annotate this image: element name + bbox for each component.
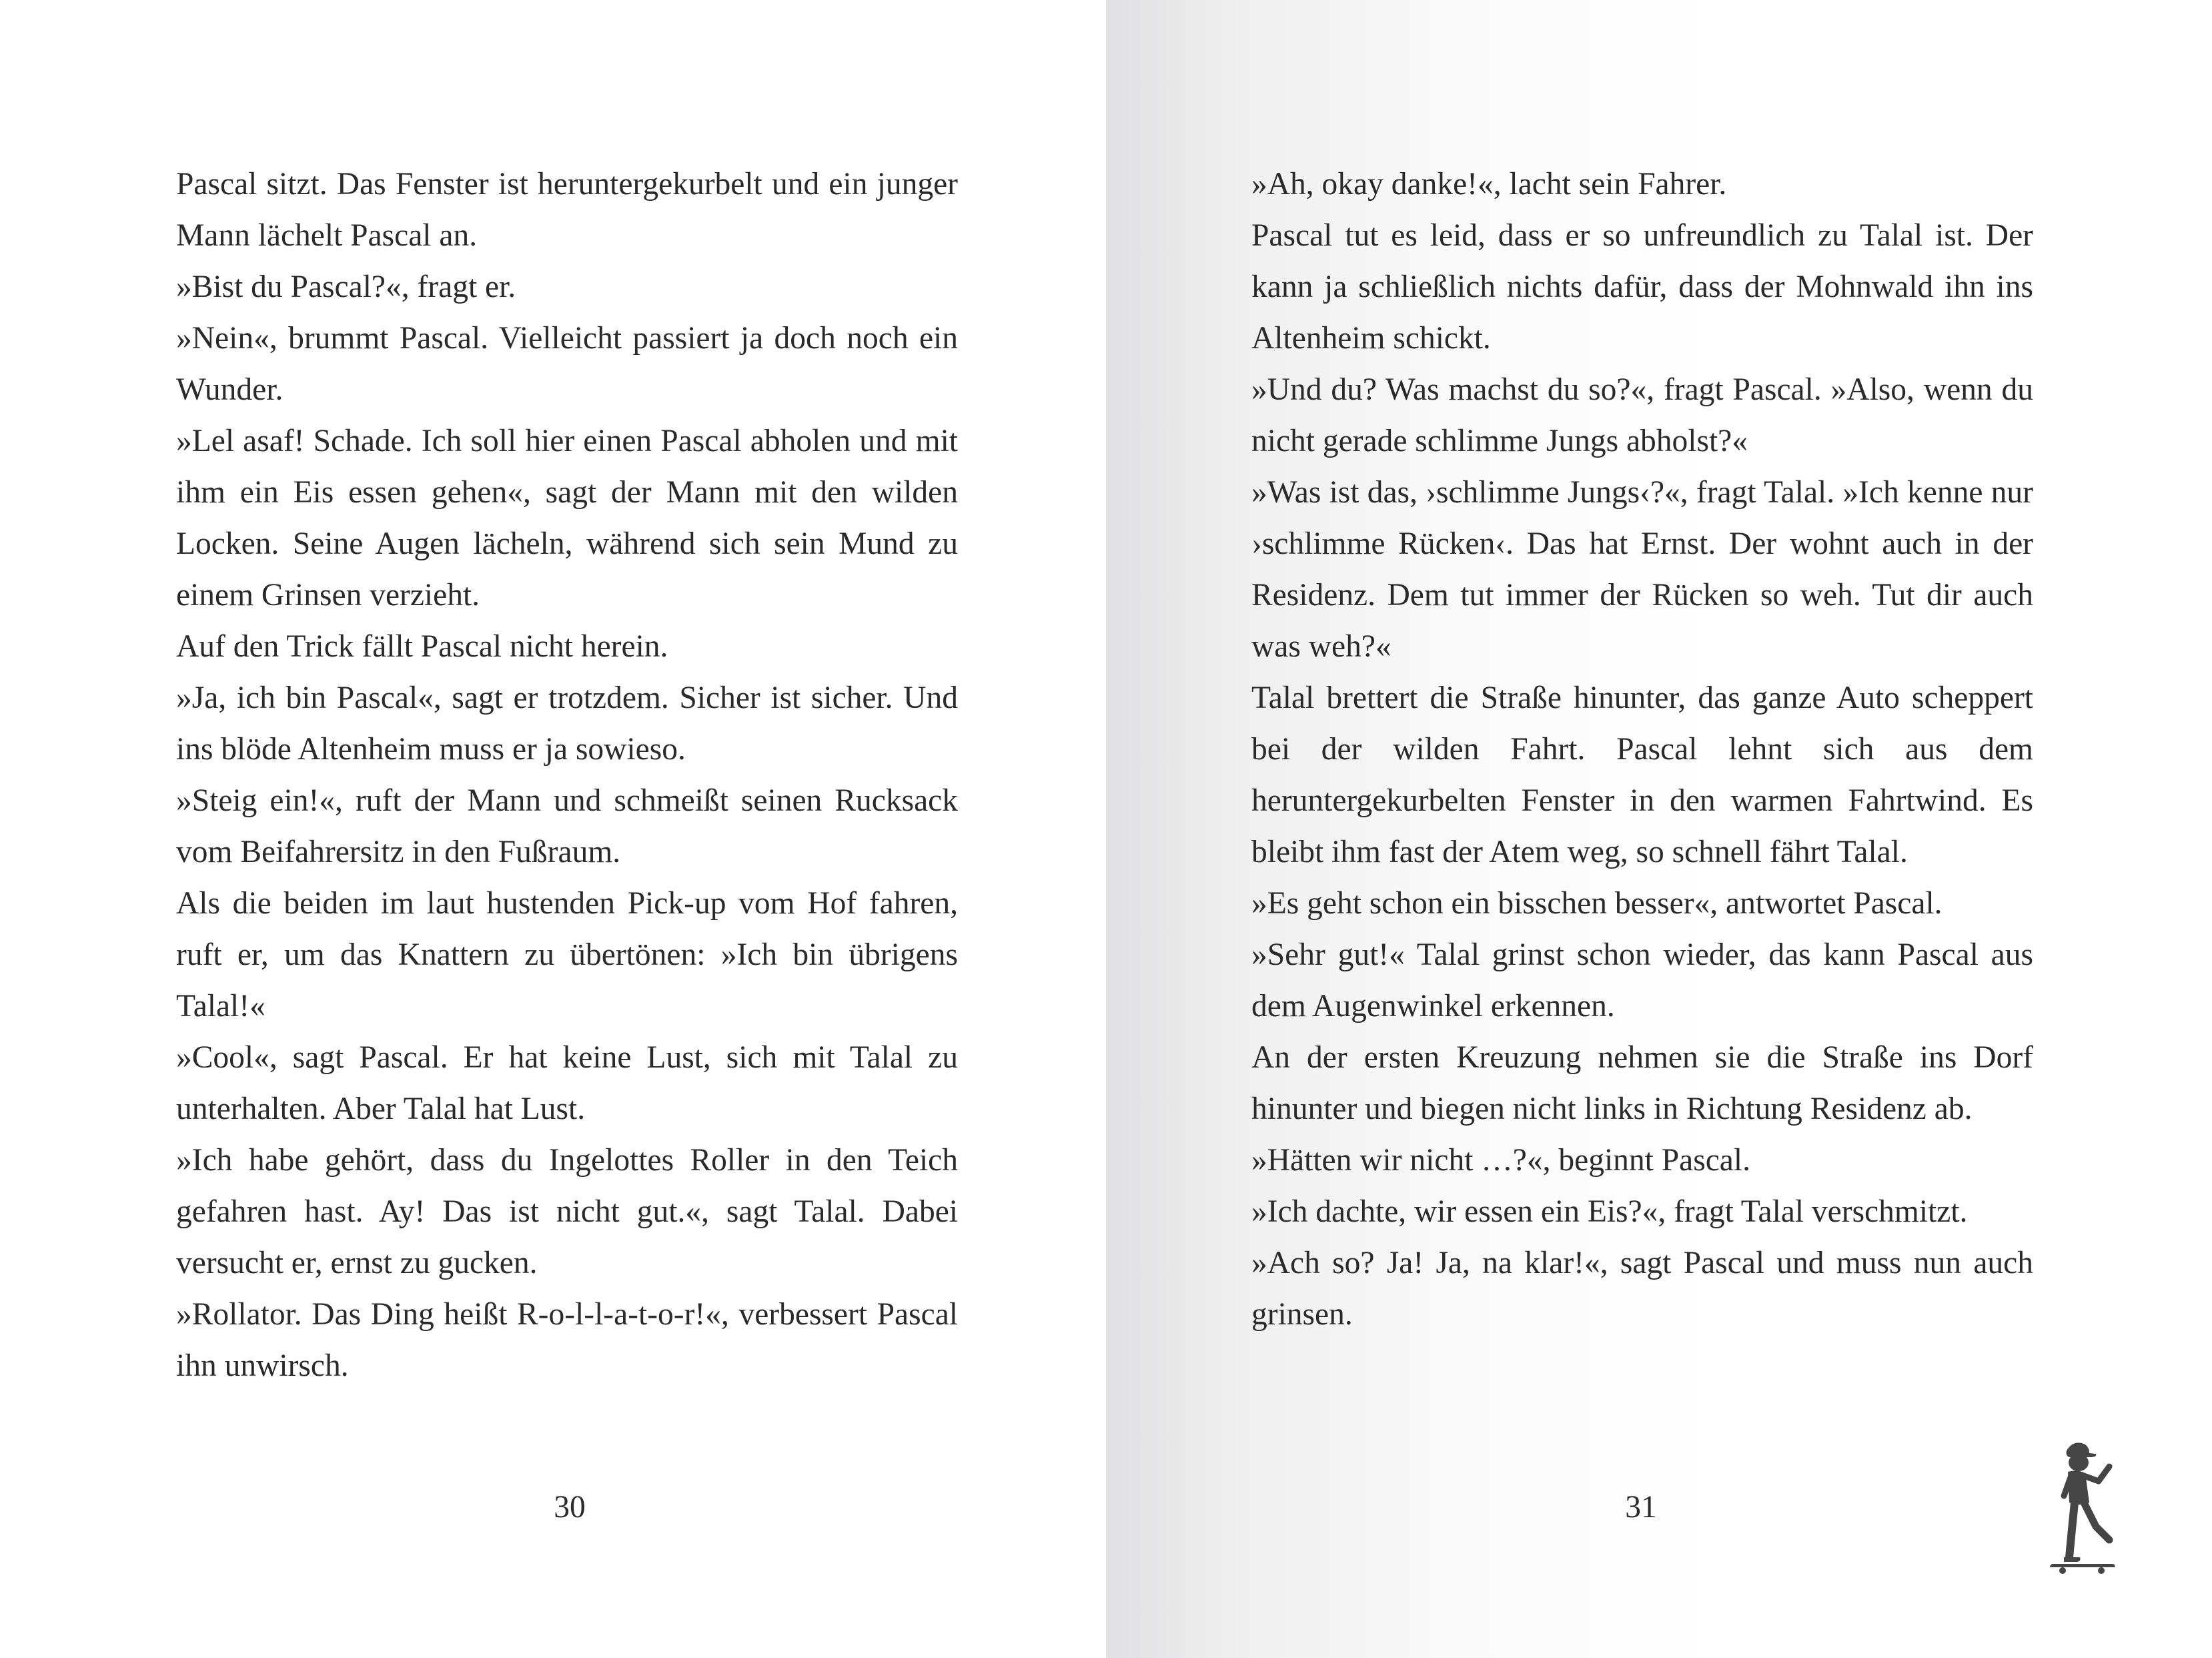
paragraph: Auf den Trick fällt Pascal nicht herein. xyxy=(176,629,668,664)
paragraph: »Cool«, sagt Pascal. Er hat keine Lust, sich mit Talal zu unterhalten. Aber Talal hat Lust. xyxy=(176,1040,958,1126)
paragraph: »Nein«, brummt Pascal. Vielleicht passiert ja doch noch ein Wunder. xyxy=(176,321,958,407)
paragraph: »Hätten wir nicht …?«, beginnt Pascal. xyxy=(1251,1143,1750,1178)
paragraph: »Sehr gut!« Talal grinst schon wieder, das kann Pascal aus dem Augenwinkel erkennen. xyxy=(1251,937,2033,1023)
paragraph: Pascal sitzt. Das Fenster ist heruntergekurbelt und ein junger Mann lächelt Pascal an. xyxy=(176,167,958,253)
paragraph: »Lel asaf! Schade. Ich soll hier einen Pascal abholen und mit ihm ein Eis essen gehen«, sagt der Mann mit den wilden Locken. Seine Augen lächeln, während sich sein Mund zu einem Grinsen verzieht. xyxy=(176,424,958,612)
paragraph: An der ersten Kreuzung nehmen sie die Straße ins Dorf hinunter und biegen nicht links in Richtung Residenz ab. xyxy=(1251,1040,2033,1126)
paragraph: »Was ist das, ›schlimme Jungs‹?«, fragt Talal. »Ich kenne nur ›schlimme Rücken‹. Das hat Ernst. Der wohnt auch in der Residenz. Dem tut immer der Rücken so weh. Tut dir auch was weh?« xyxy=(1251,475,2033,664)
page-number-left: 30 xyxy=(554,1490,586,1525)
paragraph: »Es geht schon ein bisschen besser«, antwortet Pascal. xyxy=(1251,886,1943,921)
right-page-text xyxy=(1251,159,2033,1340)
paragraph: »Ich habe gehört, dass du Ingelottes Roller in den Teich gefahren hast. Ay! Das ist nicht gut.«, sagt Talal. Dabei versucht er, ernst zu gucken. xyxy=(176,1143,958,1280)
paragraph: »Ja, ich bin Pascal«, sagt er trotzdem. Sicher ist sicher. Und ins blöde Altenheim muss er ja sowieso. xyxy=(176,681,958,767)
paragraph: »Ach so? Ja! Ja, na klar!«, sagt Pascal und muss nun auch grinsen. xyxy=(1251,1246,2033,1332)
paragraph: »Rollator. Das Ding heißt R-o-l-l-a-t-o-r!«, verbessert Pascal ihn unwirsch. xyxy=(176,1297,958,1383)
paragraph: Talal brettert die Straße hinunter, das ganze Auto scheppert bei der wilden Fahrt. Pascal lehnt sich aus dem heruntergekurbelten Fenster in den warmen Fahrtwind. Es bleibt ihm fast der Atem weg, so schnell fährt Talal. xyxy=(1251,681,2033,869)
page-number-right: 31 xyxy=(1625,1490,1657,1525)
paragraph: »Ich dachte, wir essen ein Eis?«, fragt Talal verschmitzt. xyxy=(1251,1194,1968,1229)
skateboarder-silhouette-icon xyxy=(2040,1436,2133,1576)
paragraph: Pascal tut es leid, dass er so unfreundlich zu Talal ist. Der kann ja schließlich nichts dafür, dass der Mohnwald ihn ins Altenheim schickt. xyxy=(1251,218,2033,356)
paragraph: »Bist du Pascal?«, fragt er. xyxy=(176,270,516,304)
paragraph: »Steig ein!«, ruft der Mann und schmeißt seinen Rucksack vom Beifahrersitz in den Fußraum. xyxy=(176,783,958,869)
paragraph: »Und du? Was machst du so?«, fragt Pascal. »Also, wenn du nicht gerade schlimme Jungs abholst?« xyxy=(1251,372,2033,458)
paragraph: Als die beiden im laut hustenden Pick-up vom Hof fahren, ruft er, um das Knattern zu übertönen: »Ich bin übrigens Talal!« xyxy=(176,886,958,1023)
paragraph: »Ah, okay danke!«, lacht sein Fahrer. xyxy=(1251,167,1727,201)
left-page-text xyxy=(176,159,958,1392)
right-page xyxy=(1106,0,2212,1658)
